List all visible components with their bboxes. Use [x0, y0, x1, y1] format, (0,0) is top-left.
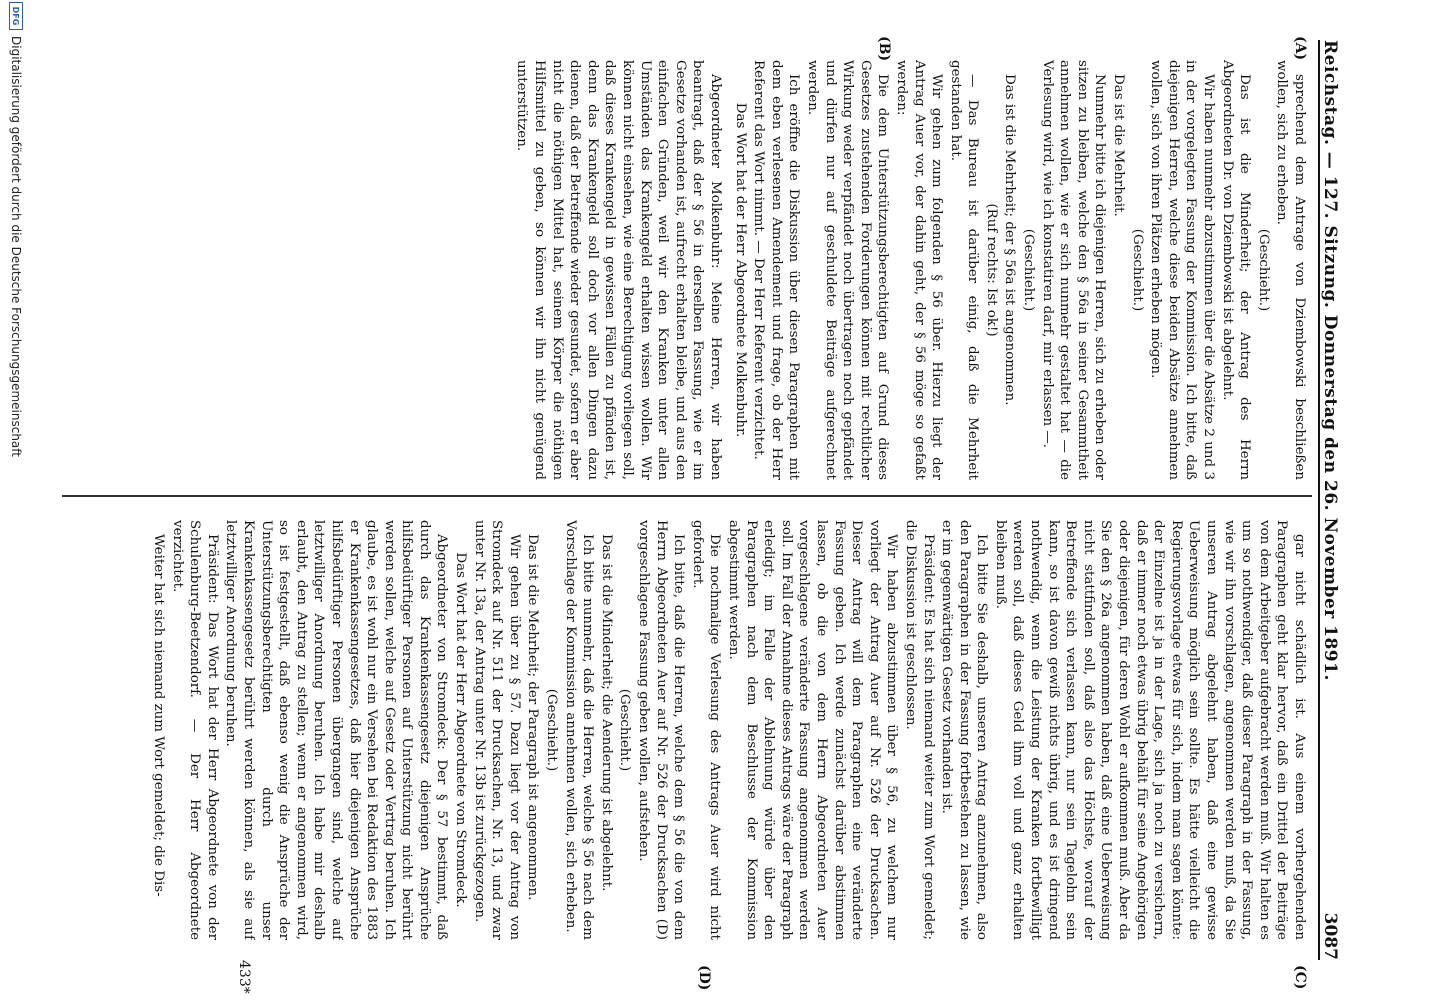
stage-direction: (Geschieht.)	[1129, 228, 1145, 312]
right-column	[38, 520, 1308, 940]
paragraph: Weiter hat sich niemand zum Wort gemeldet; die Dis-	[151, 534, 166, 897]
paragraph: gar nicht schädlich ist. Aus einem vorhergehenden Paragraphen geht klar hervor, daß ein Drittel der Beiträge von dem Arbeitgeber aufgebracht werden muß. Wir halten es um so nothwendiger, daß dieser Paragraph in der Fassung, wie wir ihn vorschlagen, angenommen werden muß, da Sie unseren Antrag abgelehnt haben, daß eine gewisse Ueberweisung möglich sein sollte. Es hätte vielleicht die Regierungsvorlage etwas für sich, indem man sagen könnte: der Einzelne ist ja in der Lage, sich ja noch zu versichern, daß er immer noch etwas übrig behält für seine Angehörigen oder diejenigen, für deren Wohl er aufkommen muß. Aber da Sie den § 26a angenommen haben, daß eine Ueberweisung nicht stattfinden soll, daß also das Höchste, worauf der Betreffende sich verlassen kann, nur sein Tagelohn sein kann, so ist davon gewiß nichts übrig, und es ist dringend nothwendig, wenn die Leistung der Kranken fortbewilligt werden soll, daß dieses Geld ihm voll und ganz erhalten bleiben muß.	[992, 520, 1307, 940]
paragraph: Ich eröffne die Diskussion über diesen Paragraphen mit dem eben verlesenen Amendement und frage, ob der Herr Referent das Wort nimmt. — Der Herr Referent verzichtet.	[751, 60, 802, 480]
paragraph: Das ist die Mehrheit; der Paragraph ist angenommen.	[525, 534, 541, 901]
stage-direction: (Ruf rechts: Ist ok!)	[983, 203, 999, 337]
left-column	[728, 60, 1308, 480]
margin-mark-c: (C)	[1292, 965, 1308, 990]
paragraph: Ich bitte, daß die Herren, welche dem § 56 die von dem Herrn Abgeordneten Auer auf Nr. 526 der Drucksachen (D) vorgeschlagene Fassung geben wollen, aufstehen.	[636, 520, 687, 940]
paragraph: Das ist die Mehrheit; der § 56a ist angenommen.	[1002, 74, 1018, 406]
dfg-logo-icon: DFG	[9, 2, 23, 30]
stage-direction: (Geschieht.)	[617, 688, 633, 772]
sheet-number: 433*	[236, 960, 252, 994]
margin-mark-d: (D)	[696, 965, 712, 991]
paragraph: Nunmehr bitte ich diejenigen Herren, sich zu erheben oder sitzen zu bleiben, welche den § 56a in seiner Gesammtheit annehmen wollen, wie er sich nunmehr gestaltet hat — die Verlesung wird, wie ich konstatiren darf, mir erlassen —.	[1039, 60, 1108, 480]
stage-direction: (Geschieht.)	[1021, 228, 1037, 312]
digitization-footer	[0, 0, 32, 1000]
paragraph: Wir gehen über zu § 57. Dazu liegt vor der Antrag von Stromdeck auf Nr. 511 der Drucksachen, Nr. 13, und zwar unter Nr. 13a, der Antrag unter Nr. 13b ist zurückgezogen.	[471, 520, 522, 940]
paragraph: Das Wort hat der Herr Abgeordnete Molkenbuhr.	[732, 102, 748, 438]
paragraph: Präsident: Das Wort hat der Herr Abgeordnete von der Schulenburg-Beetzendorf. — Der Herr Abgeordnete verzichtet.	[169, 520, 220, 940]
paragraph: Ich bitte Sie deshalb, unseren Antrag anzunehmen, also den Paragraphen in der Fassung fortbestehen zu lassen, wie er im gegenwärtigen Gesetz vorhanden ist.	[939, 520, 990, 940]
paragraph: Wir gehen zum folgenden § 56 über. Hierzu liegt der Antrag Auer vor, der dahin geht, der § 56 möge so gefaßt werden:	[893, 60, 945, 480]
paragraph: Die nochmalige Verlesung des Antrags Auer wird nicht gefordert.	[689, 520, 723, 940]
left-column-continued	[34, 60, 724, 480]
paragraph: Das ist die Mehrheit.	[1111, 74, 1127, 217]
paragraph: Wir haben nunmehr abzustimmen über die Absätze 2 und 3 in der vorgelegten Fassung der Kommission. Ich bitte, daß diejenigen Herren, welche diese beiden Absätze annehmen wollen, sich von ihren Plätzen erheben mögen.	[1148, 60, 1217, 480]
page-title: Reichstag. — 127. Sitzung. Donnerstag den 26. November 1891.	[1320, 40, 1340, 681]
quoted-amendment: Die dem Unterstützungsberechtigten auf Grund dieses Gesetzes zustehenden Forderungen können mit rechtlicher Wirkung weder verpfändet noch übertragen noch gepfändet und dürfen nur auf geschuldete Beiträge aufgerechnet werden.	[804, 60, 891, 480]
page-header	[1318, 40, 1352, 960]
stage-direction: (Geschieht.)	[544, 688, 560, 772]
paragraph: Ich bitte nunmehr, daß die Herren, welche § 56 nach dem Vorschlage der Kommission annehmen wollen, sich erheben.	[562, 520, 596, 940]
stage-direction: (Geschieht.)	[1255, 228, 1271, 312]
margin-mark-b: (B)	[876, 36, 892, 62]
speech-paragraph: Abgeordneter von Stromdeck: Der § 57 bestimmt, daß durch das Krankenkassengesetz diejenigen Ansprüche hilfsbedürftiger Personen auf Unterstützung nicht berührt werden sollen, welche auf Gesetz oder Vertrag beruhen. Ich glaube, es ist wohl nur ein Versehen bei Redaktion des 1883 er Krankenkassengesetzes, daß hier diejenigen Ansprüche hilfsbedürftiger Personen übergangen sind, welche auf letztwilliger Anordnung beruhen. Ich habe mir deshalb erlaubt, den Antrag zu stellen; wenn er angenommen wird, so ist festgestellt, daß ebenso wenig die Ansprüche der Unterstützungsberechtigten durch unser Krankenkassengesetz berührt werden können, als sie auf letztwilliger Anordnung beruhen.	[223, 520, 450, 940]
paragraph: Präsident: Es hat sich niemand weiter zum Wort gemeldet; die Diskussion ist geschlossen.	[902, 520, 936, 940]
paragraph: Das ist die Minderheit; die Aenderung ist abgelehnt.	[598, 534, 614, 892]
column-divider	[62, 495, 1312, 497]
paragraph: sprechend dem Antrage von Dziembowski beschließen wollen, sich zu erheben.	[1274, 60, 1307, 480]
digitization-note: Digitalisierung gefördert durch die Deutsche Forschungsgemeinschaft	[9, 36, 23, 458]
paragraph: — Das Bureau ist darüber einig, daß die Mehrheit gestanden hat.	[947, 60, 981, 480]
page-number: 3087	[1320, 912, 1340, 960]
margin-mark-a: (A)	[1292, 36, 1308, 61]
paragraph: Das Wort hat der Herr Abgeordnete von Stromdeck.	[453, 552, 469, 908]
paragraph: Das ist die Minderheit; der Antrag des Herrn Abgeordneten Dr. von Dziembowski ist abgelehnt.	[1219, 60, 1253, 480]
paragraph: Wir haben abzustimmen über § 56, zu welchem nur vorliegt der Antrag Auer auf Nr. 526 der Drucksachen. Dieser Antrag will dem Paragraphen eine veränderte Fassung geben. Ich werde zunächst darüber abstimmen lassen, ob die von dem Herrn Abgeordneten Auer vorgeschlagene veränderte Fassung angenommen werden soll. Im Fall der Annahme dieses Antrags wäre der Paragraph erledigt; im Falle der Ablehnung würde über den Paragraphen nach dem Beschlusse der Kommission abgestimmt werden.	[726, 520, 900, 940]
speech-paragraph: Abgeordneter Molkenbuhr: Meine Herren, wir haben beantragt, daß der § 56 in derselben Fassung, wie er im Gesetze vorhanden ist, aufrecht erhalten bleibe, und aus den einfachen Gründen, weil wir den Kranken unter allen Umständen das Krankengeld erhalten wissen wollen. Wir können nicht einsehen, wie eine Berechtigung vorliegen soll, daß dieses Krankengeld in gewissen Fällen zu pfänden ist, denn das Krankengeld soll doch vor allen Dingen dazu dienen, daß der Betreffende wieder gesundet, sofern er aber nicht die nöthigen Mittel hat, seinem Körper die nöthigen Hilfsmittel zu geben, so können wir ihn nicht genügend unterstützen.	[514, 60, 723, 480]
